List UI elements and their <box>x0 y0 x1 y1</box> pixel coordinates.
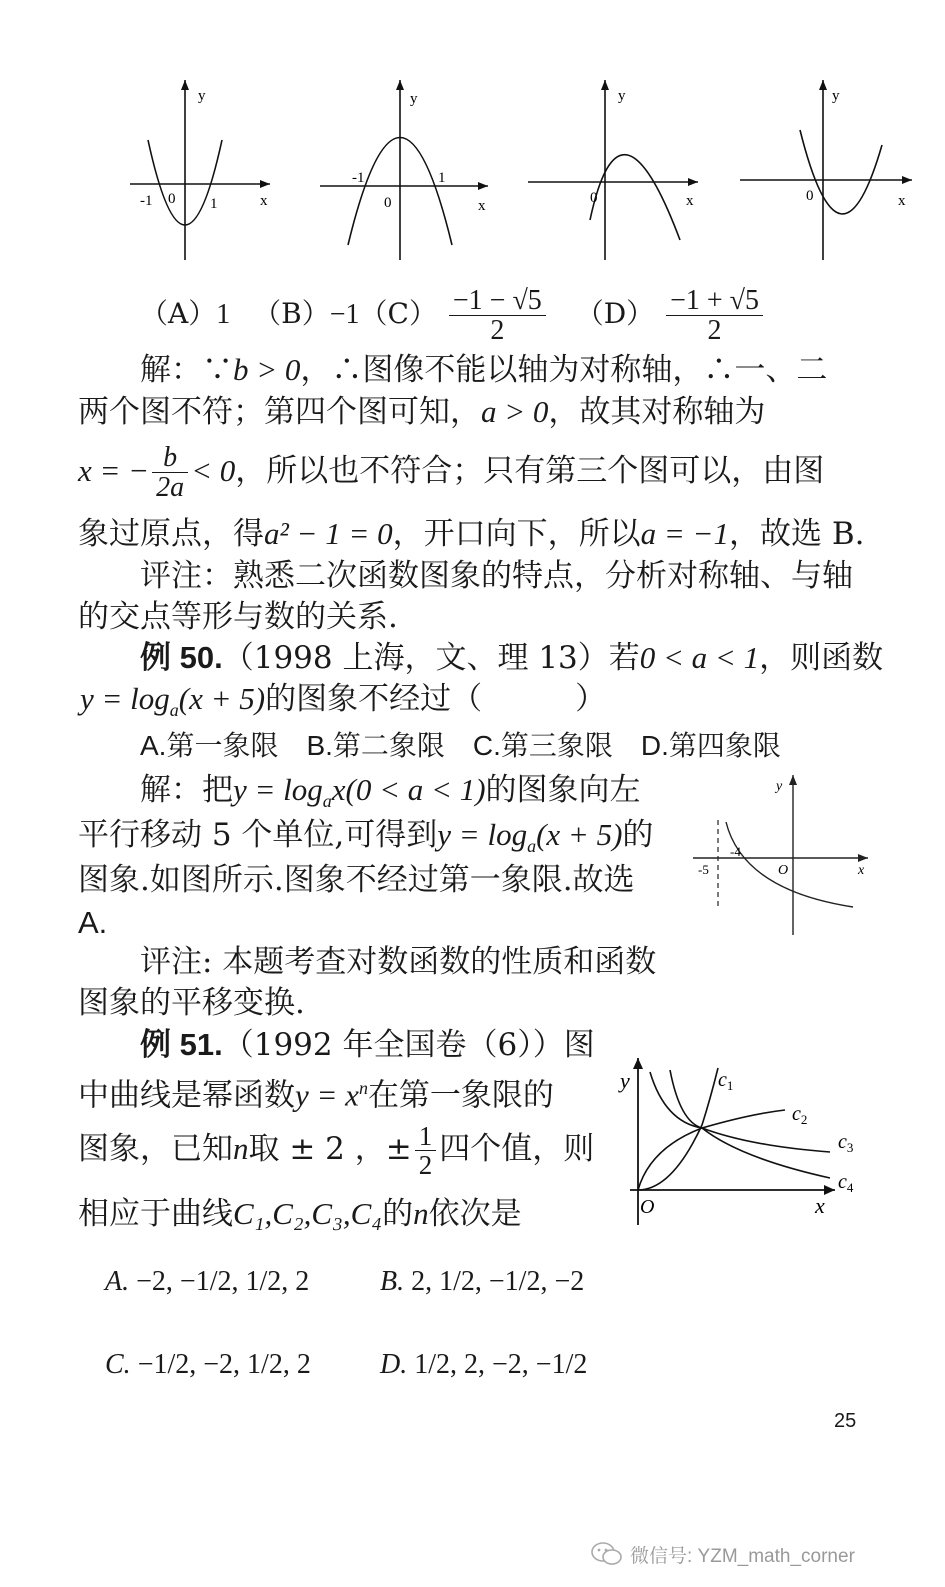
note-line-2: 的交点等形与数的关系. <box>78 599 398 635</box>
axis-label-x: x <box>260 193 268 209</box>
solution-line-4: 象过原点，得a² − 1 = 0，开口向下，所以a = −1，故选 B. <box>78 516 865 552</box>
example-51-line-4: 相应于曲线C₁,C₂,C₃,C₄的n依次是 <box>78 1196 522 1232</box>
option-b-value: −1 <box>329 299 360 330</box>
axis-label-y: y <box>618 88 626 104</box>
option-b-label: （B） <box>253 297 330 330</box>
example-50-options: A.第一象限 B.第二象限 C.第三象限 D.第四象限 <box>140 730 781 761</box>
log-tick-neg5: -5 <box>698 862 709 877</box>
example-50-function: $y = \log_a(x + 5)$的图象不经过（ ） <box>80 681 607 721</box>
tick-neg-one: -1 <box>352 170 365 186</box>
example-51-line-3: 图象，已知n取 ± 2 ，± $\frac{1}{2}$ 四个值，则 <box>78 1120 595 1180</box>
wechat-icon <box>590 1540 624 1568</box>
log-graph <box>688 770 878 940</box>
example-50-solution-2: 平行移动 5 个单位,可得到$y = \log_a(x + 5)$的 <box>78 817 654 857</box>
label-c4: $c_4$ <box>838 1171 854 1195</box>
example-50-solution-3: 图象.如图所示.图象不经过第一象限.故选 <box>78 862 635 898</box>
example-51-option-d: D. 1/2, 2, −2, −1/2 <box>380 1349 588 1380</box>
power-origin: O <box>640 1196 655 1218</box>
option-c-fraction: $\frac{-1 - √5}{2}$ <box>449 286 546 346</box>
graph-d <box>740 80 912 260</box>
power-axis-x: x <box>815 1193 825 1218</box>
axis-label-y: y <box>198 88 206 104</box>
power-graph <box>610 1050 870 1235</box>
log-axis-x: x <box>858 863 865 878</box>
label-c3: $c_3$ <box>838 1131 854 1155</box>
example-51-line-2: 中曲线是幂函数$y = x^n$在第一象限的 <box>78 1077 554 1114</box>
graph-c <box>528 80 698 260</box>
log-axis-y: y <box>776 779 783 794</box>
origin-label: 0 <box>590 190 598 206</box>
axis-label-y: y <box>410 91 418 107</box>
option-a-value: 1 <box>216 299 231 330</box>
origin-label: 0 <box>168 191 176 207</box>
example-51-option-a: A. −2, −1/2, 1/2, 2 <box>105 1266 310 1297</box>
log-tick-neg4: -4 <box>730 844 741 859</box>
solution-line-2: 两个图不符；第四个图可知，a > 0，故其对称轴为 <box>78 394 766 430</box>
watermark: 微信号: YZM_math_corner <box>590 1540 855 1568</box>
option-a-label: （A） <box>140 297 217 330</box>
origin-label: 0 <box>806 188 814 204</box>
example-50-solution-1: 解：把$y = \log_ax(0 < a < 1)$的图象向左 <box>140 772 641 812</box>
note-line-1: 评注：熟悉二次函数图象的特点，分析对称轴、与轴 <box>140 558 853 594</box>
option-d-label: （D） <box>575 297 655 330</box>
axis-label-x: x <box>478 198 486 214</box>
example-51-option-c: C. −1/2, −2, 1/2, 2 <box>105 1349 311 1380</box>
options-top <box>140 282 766 346</box>
power-axis-y: y <box>620 1068 630 1093</box>
option-d-fraction: $\frac{-1 + √5}{2}$ <box>666 286 763 346</box>
graph-b <box>320 80 488 260</box>
parabola-graphs <box>120 70 920 270</box>
example-50-note-1: 评注: 本题考查对数函数的性质和函数 <box>140 944 657 980</box>
label-c2: $c_2$ <box>792 1103 808 1127</box>
tick-pos-one: 1 <box>210 196 218 212</box>
tick-neg-one: -1 <box>140 193 153 209</box>
axis-label-y: y <box>832 88 840 104</box>
example-50-solution-4: A. <box>78 905 108 940</box>
solution-line-1: 解：∵b > 0，∴图像不能以轴为对称轴，∴一、二 <box>140 352 828 388</box>
solution-line-3: x = − $\frac{b}{2a}$ < 0，所以也不符合；只有第三个图可以，由图 <box>78 441 825 503</box>
example-51-option-b: B. 2, 1/2, −1/2, −2 <box>380 1266 585 1297</box>
option-c-label: （C） <box>359 297 437 330</box>
page-number: 25 <box>834 1410 857 1432</box>
graph-a <box>130 80 270 260</box>
example-50-title: 例 50.（1998 上海，文、理 13）若0 < a < 1，则函数 <box>140 640 884 676</box>
log-origin: O <box>778 863 789 878</box>
label-c1: $c_1$ <box>718 1069 734 1093</box>
example-51-title: 例 51.（1992 年全国卷（6））图 <box>140 1027 595 1063</box>
origin-label: 0 <box>384 195 392 211</box>
tick-pos-one: 1 <box>438 170 446 186</box>
axis-label-x: x <box>898 193 906 209</box>
example-50-note-2: 图象的平移变换. <box>78 985 305 1021</box>
axis-label-x: x <box>686 193 694 209</box>
